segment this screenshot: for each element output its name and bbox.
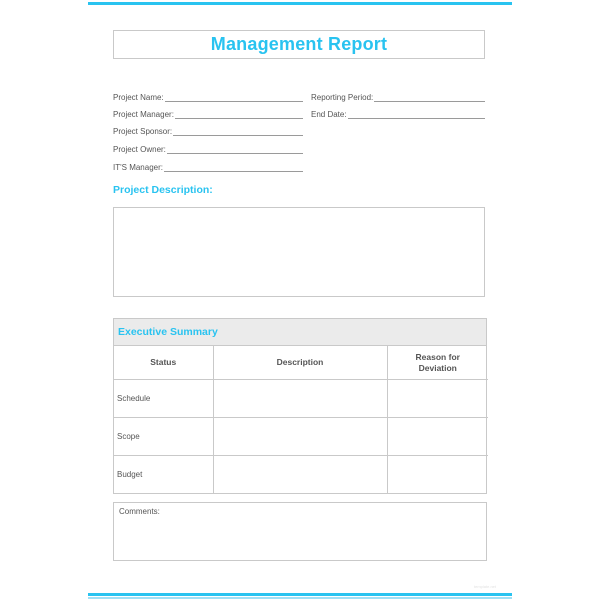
project-owner-label: Project Owner: bbox=[113, 145, 166, 154]
bottom-accent-bar-light bbox=[88, 597, 512, 599]
column-header-status: Status bbox=[114, 346, 213, 380]
project-name-label: Project Name: bbox=[113, 93, 164, 102]
comments-box[interactable] bbox=[113, 502, 487, 561]
executive-summary-heading: Executive Summary bbox=[114, 319, 486, 346]
summary-grid bbox=[114, 346, 488, 493]
column-header-reason: Reason for Deviation bbox=[387, 346, 488, 380]
project-description-box[interactable] bbox=[113, 207, 485, 297]
scope-reason-cell[interactable] bbox=[387, 418, 488, 456]
reporting-period-label: Reporting Period: bbox=[311, 93, 374, 102]
top-accent-bar bbox=[88, 2, 512, 5]
project-manager-line[interactable] bbox=[175, 109, 303, 119]
report-page bbox=[88, 0, 512, 600]
schedule-description-cell[interactable] bbox=[213, 380, 387, 418]
budget-description-cell[interactable] bbox=[213, 456, 387, 494]
reporting-period-line[interactable] bbox=[374, 92, 485, 102]
project-manager-field[interactable] bbox=[113, 109, 303, 119]
bottom-accent-bar bbox=[88, 593, 512, 596]
comments-label: Comments: bbox=[119, 507, 160, 516]
project-description-heading: Project Description: bbox=[113, 184, 213, 196]
project-manager-label: Project Manager: bbox=[113, 110, 174, 119]
row-label-budget: Budget bbox=[114, 456, 213, 494]
project-sponsor-line[interactable] bbox=[173, 126, 303, 136]
project-owner-line[interactable] bbox=[167, 144, 303, 154]
project-sponsor-field[interactable] bbox=[113, 126, 303, 136]
schedule-reason-cell[interactable] bbox=[387, 380, 488, 418]
reporting-period-field[interactable] bbox=[311, 92, 485, 102]
table-row bbox=[114, 380, 488, 418]
row-label-schedule: Schedule bbox=[114, 380, 213, 418]
its-manager-label: IT'S Manager: bbox=[113, 163, 163, 172]
title-box bbox=[113, 30, 485, 59]
end-date-label: End Date: bbox=[311, 110, 347, 119]
its-manager-field[interactable] bbox=[113, 162, 303, 172]
table-row bbox=[114, 456, 488, 494]
project-sponsor-label: Project Sponsor: bbox=[113, 127, 173, 136]
column-header-description: Description bbox=[213, 346, 387, 380]
project-name-field[interactable] bbox=[113, 92, 303, 102]
end-date-line[interactable] bbox=[348, 109, 485, 119]
its-manager-line[interactable] bbox=[164, 162, 303, 172]
budget-reason-cell[interactable] bbox=[387, 456, 488, 494]
table-row bbox=[114, 418, 488, 456]
page-title: Management Report bbox=[210, 34, 388, 54]
end-date-field[interactable] bbox=[311, 109, 485, 119]
executive-summary-table bbox=[113, 318, 487, 494]
watermark: template.net bbox=[474, 584, 497, 589]
project-owner-field[interactable] bbox=[113, 144, 303, 154]
scope-description-cell[interactable] bbox=[213, 418, 387, 456]
project-name-line[interactable] bbox=[165, 92, 303, 102]
row-label-scope: Scope bbox=[114, 418, 213, 456]
